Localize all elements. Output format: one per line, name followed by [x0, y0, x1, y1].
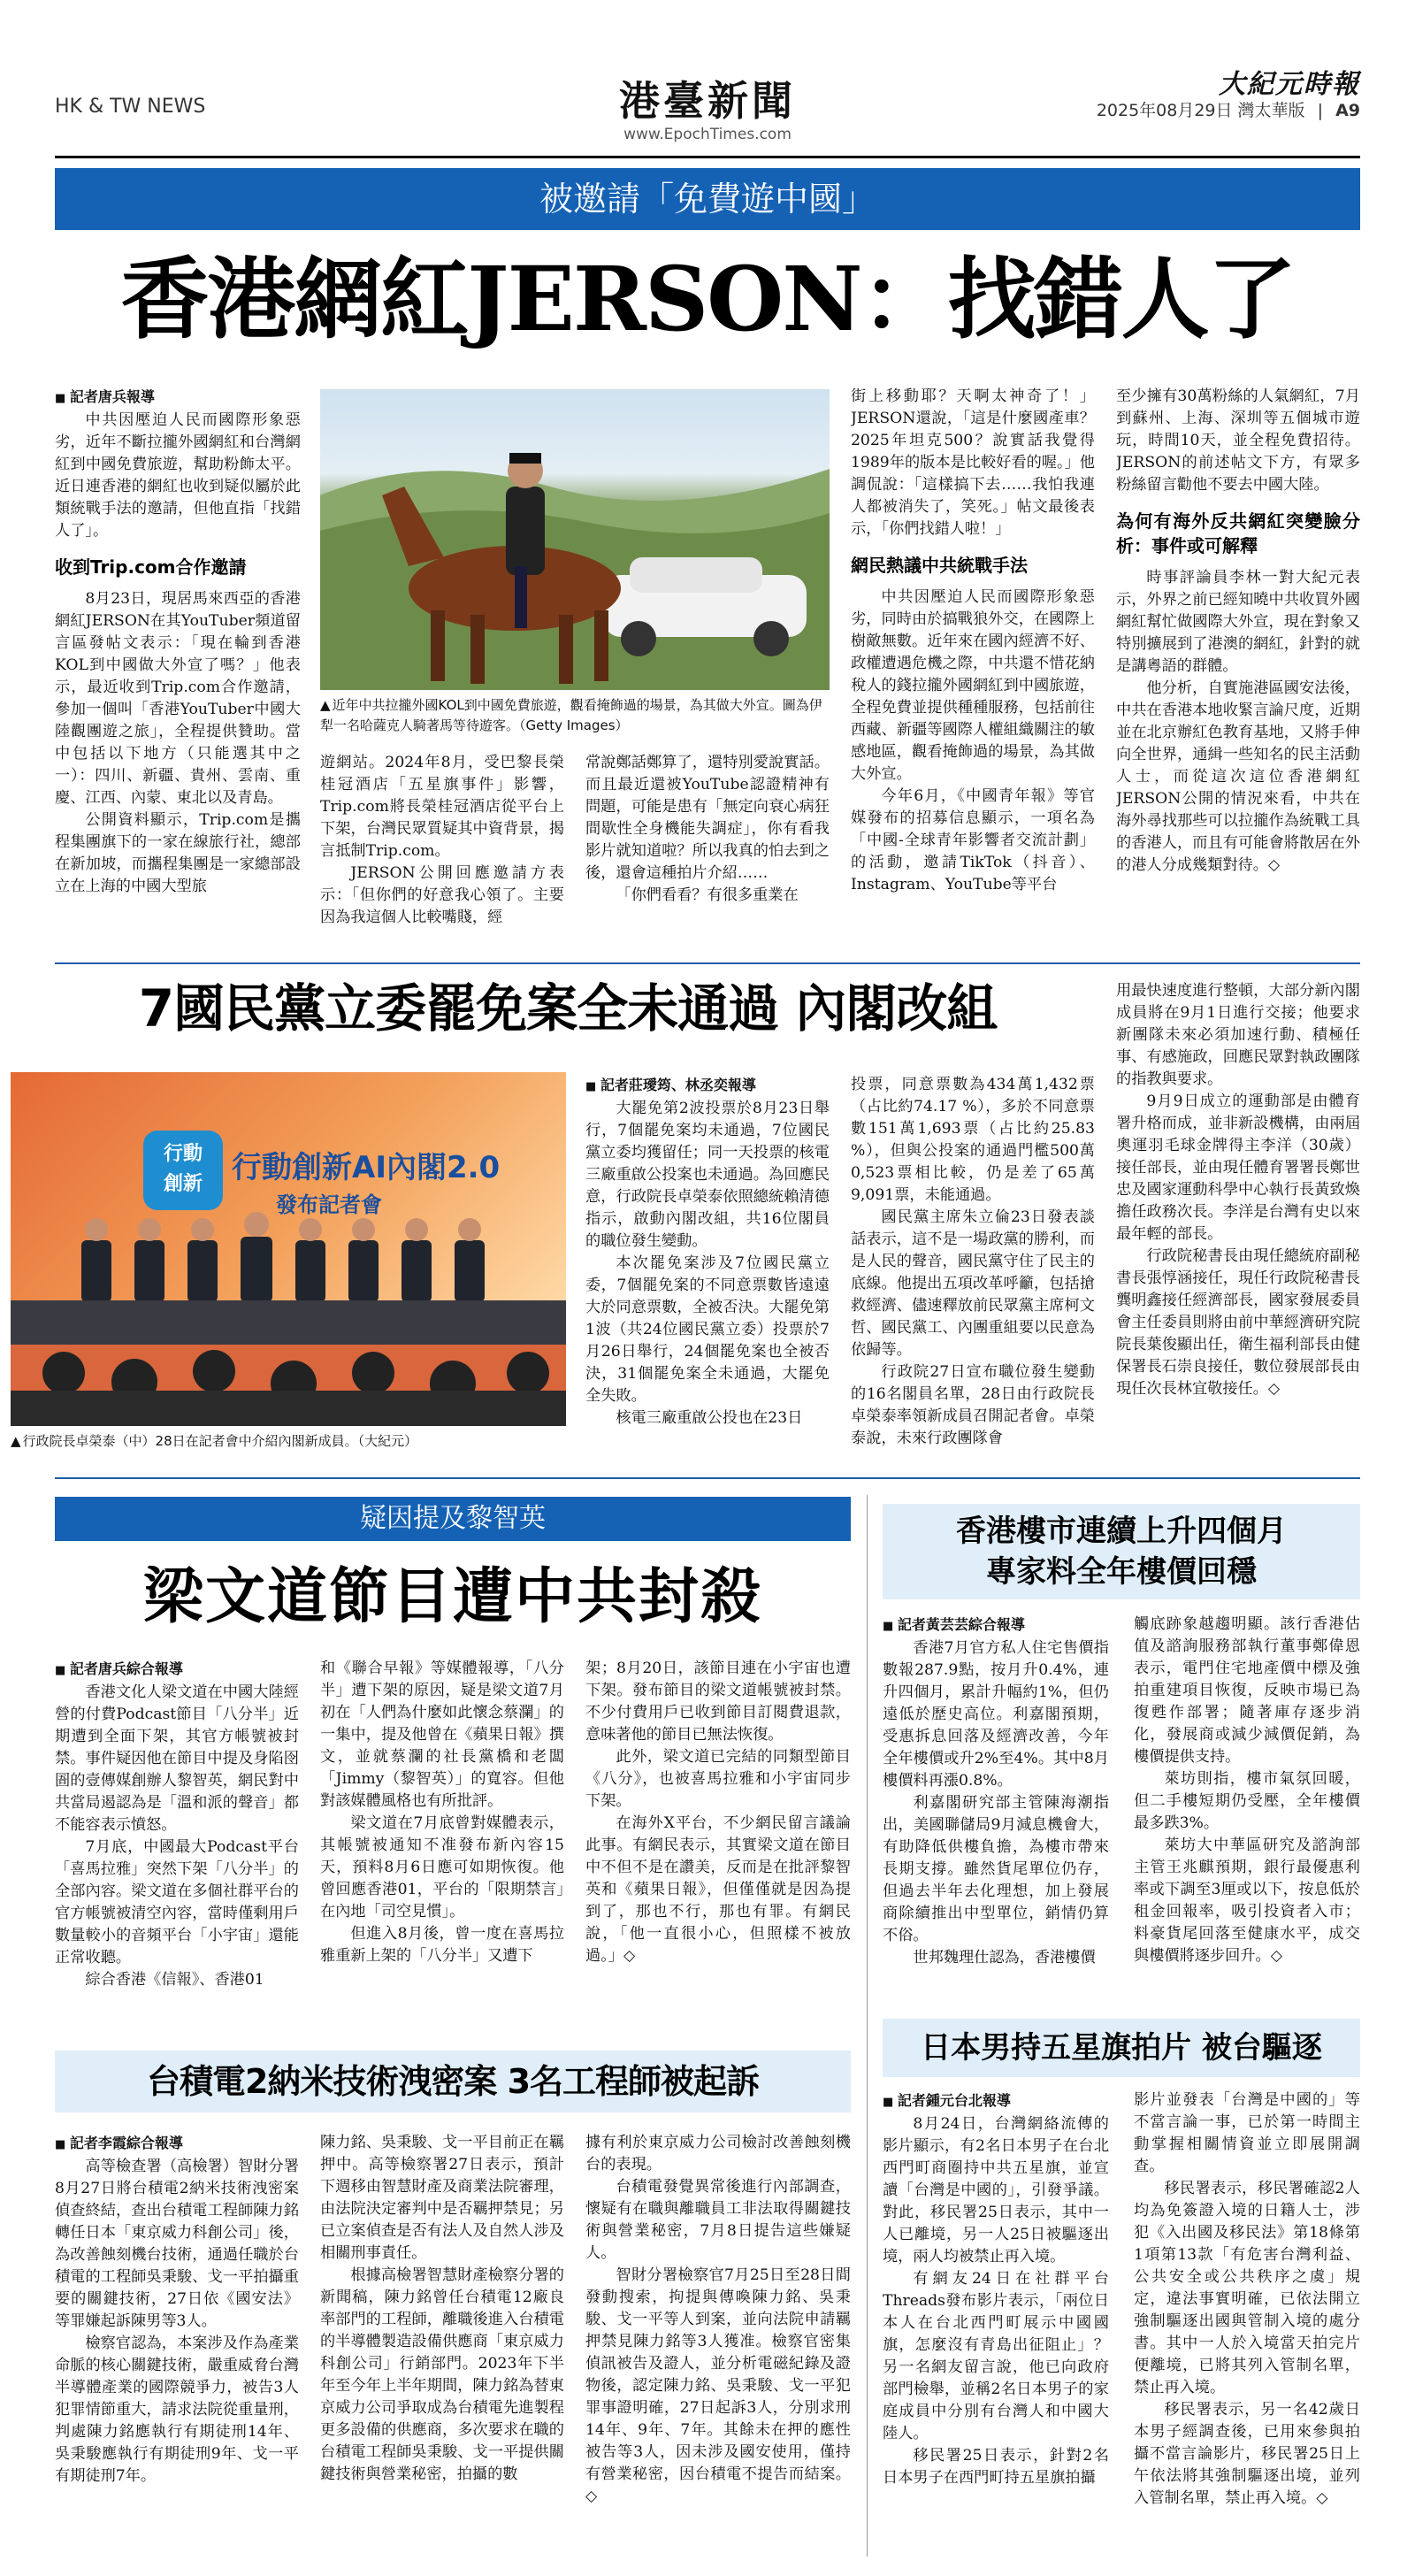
story3-para: 此外，梁文道已完結的同類型節目《八分》，也被喜馬拉雅和小宇宙同步下架。 [585, 1748, 851, 1810]
story1-para: 常說鄭話鄭算了，還特別愛說實話。而且最近還被YouTube認證精神有問題，可能是患有「無定向衰心病狂間歇性全身機能失調症」，你有看我影片就知道啦？所以我真的怕去到之後，還會這種拍片介紹…… [585, 754, 830, 882]
story1-col3 [585, 752, 830, 952]
story2-col3 [1116, 980, 1360, 1463]
story3-para: 綜合香港《信報》、香港01 [85, 1971, 264, 1989]
story4-byline: ■ 記者李霞綜合報導 [55, 2132, 299, 2156]
backdrop-title: 行動創新AI內閣2.0 [232, 1150, 501, 1185]
story1-para: 中共因壓迫人民而國際形象惡劣，近年不斷拉攏外國網紅和台灣網紅到中國免費旅遊，幫助粉飾太平。近日連香港的網紅也收到疑似屬於此類統戰手法的邀請，但他直指「找錯人了」。 [55, 411, 301, 540]
story4-para: 智財分署檢察官7月25日至28日間發動搜索，拘提與傳喚陳力銘、吳秉駿、戈一平等人到案，並向法院申請羈押禁見陳力銘等3人獲准。檢察官密集偵訊被告及證人，並分析電磁紀錄及證物後，認定陳力銘、吳秉駿、戈一平犯罪事證明確，27日起訴3人，分別求刑14年、9年、7年。其餘未在押的應性被告等3人，因未涉及國安使用，僅持有營業秘密，因台積電不提告而結案。◇ [585, 2266, 851, 2505]
story2-para: 行政院秘書長由現任總統府副秘書長張惇涵接任，現任行政院秘書長龔明鑫接任經濟部長，國家發展委員會主任委員則將由前中華經濟研究院院長葉俊顯出任，衛生福利部長由健保署長石崇良接任，數位發展部長由現任次長林宜敬接任。◇ [1116, 1247, 1360, 1398]
story2-para: 9月9日成立的運動部是由體育署升格而成，並非新設機構，由兩屆奧運羽毛球金牌得主李洋（30歲）接任部長，並由現任體育署署長鄭世忠及國家運動科學中心執行長黃致煥擔任政務次長。李洋是台灣有史以來最年輕的部長。 [1116, 1092, 1360, 1243]
story2-para: 投票，同意票數為434萬1,432票（占比約74.17 %），多於不同意票數151萬1,693票（占比約25.83 %），但與公投案的通過門檻500萬0,523票相比較，仍是差了65萬9,091票，未能通過。 [851, 1076, 1095, 1204]
story2-para: 大罷免第2波投票於8月23日舉行，7個罷免案均未通過，7位國民黨立委均獲留任；同一天投票的核電三廠重啟公投案也未通過。為回應民意，行政院長卓榮泰依照總統賴清德指示，啟動內閣改組，共16位閣員的職位發生變動。 [585, 1100, 830, 1250]
story1-col2 [320, 752, 564, 952]
story1-col1 [55, 386, 301, 952]
story1-subhead: 為何有海外反共網紅突變臉分析：事件或可解釋 [1116, 510, 1360, 556]
horse-rider-illustration [320, 389, 830, 690]
badge-top: 行動 [163, 1143, 203, 1165]
story1-para: 8月23日，現居馬來西亞的香港網紅JERSON在其YouTuber頻道留言區發帖文表示：「現在輪到香港KOL到中國做大外宣了嗎？」他表示，最近收到Trip.com合作邀請，參加一個叫「香港YouTuber中國大陸觀團遊之旅」，全程提供贊助。當中包括以下地方（只能選其中之一）：四川、新疆、貴州、雲南、重慶、江西、內蒙、東北以及青島。 [55, 590, 301, 807]
story5-col1 [883, 1614, 1109, 2029]
story6-headline: 日本男持五星旗拍片 被台驅逐 [883, 2019, 1360, 2077]
story1-col4 [851, 386, 1095, 952]
story4-para: 檢察官認為，本案涉及作為產業命脈的核心關鍵技術，嚴重威脅台灣半導體產業的國際競爭力，被告3人犯罪情節重大，請求法院從重量刑，判處陳力銘應執行有期徒刑14年、吳秉駿應執行有期徒刑9年、戈一平有期徒刑7年。 [55, 2334, 299, 2485]
date-text: 2025年08月29日 灣太華版 [1096, 101, 1305, 120]
story1-photo [320, 389, 830, 690]
story5-headline-line2: 專家料全年樓價回穩 [986, 1554, 1257, 1590]
story2-para: 核電三廠重啟公投也在23日 [616, 1409, 803, 1427]
story1-col5 [1116, 386, 1360, 952]
story6-para: 移民署25日表示，針對2名日本男子在西門町持五星旗拍攝 [883, 2447, 1109, 2487]
masthead [0, 0, 1415, 159]
story2-caption: ▲ 行政院長卓榮泰（中）28日在記者會中介紹內閣新成員。（大紀元） [11, 1431, 566, 1452]
story4-col1 [55, 2132, 299, 2548]
story3-headline: 梁文道節目遭中共封殺 [142, 1561, 762, 1632]
story6-para: 移民署表示，移民署確認2人均為免簽證入境的日籍人士，涉犯《入出國及移民法》第18條第1項第13款「有危害台灣利益、公共安全或公共秩序之虞」規定，違法事實明確，已依法開立強制驅逐出國與管制入境的處分書。其中一人於入境當天拍完片便離境，已將其列入管制名單，禁止再入境。 [1134, 2180, 1360, 2396]
story1-caption: ▲ 近年中共拉攏外國KOL到中國免費旅遊，觀看掩飾過的場景，為其做大外宣。圖為伊犁一名哈薩克人騎著馬等待遊客。（Getty Images） [320, 695, 830, 736]
story2-para: 行政院27日宣布職位發生變動的16名閣員名單，28日由行政院長卓榮泰率領新成員召開記者會。卓榮泰說，未來行政團隊會 [851, 1363, 1095, 1447]
story2-headline: 7國民黨立委罷免案全未通過 內閣改組 [138, 978, 998, 1039]
story1-para: 公開資料顯示，Trip.com是攜程集團旗下的一家在線旅行社，總部在新加坡，而攜程集團是一家總部設立在上海的中國大型旅 [55, 811, 301, 895]
story1-para: 至少擁有30萬粉絲的人氣網紅，7月到蘇州、上海、深圳等五個城市遊玩，時間10天，並全程免費招待。JERSON的前述帖文下方，有眾多粉絲留言勸他不要去中國大陸。 [1116, 387, 1360, 494]
date-edition [1097, 97, 1360, 121]
story2-para: 本次罷免案涉及7位國民黨立委，7個罷免案的不同意票數皆遠遠大於同意票數，全被否決。大罷免第1波（共24位國民黨立委）投票於7月26日舉行，24個罷免案也全被否決，31個罷免案全未通過，大罷免全失敗。 [585, 1254, 830, 1405]
story3-col1 [55, 1658, 299, 2029]
story5-para: 利嘉閣研究部主管陳海潮指出，美國聯儲局9月減息機會大，有助降低供樓負擔，為樓市帶來長期支撐。雖然貨尾單位仍存，但過去半年去化理想，加上發展商除續推出中型單位，銷情仍算不俗。 [883, 1794, 1109, 1944]
brand-logo: 大紀元時報 [1219, 69, 1360, 100]
story3-para: 但進入8月後，曾一度在喜馬拉雅重新上架的「八分半」又遭下 [320, 1925, 564, 1965]
story3-para: 梁文道在7月底曾對媒體表示，其帳號被通知不准發布新內容15天，預料8月6日應可如期恢復。他曾回應香港01，平台的「限期禁言」在內地「司空見慣」。 [320, 1814, 564, 1920]
story3-byline: ■ 記者唐兵綜合報導 [55, 1658, 299, 1682]
story1-para: 遊網站。2024年8月，受巴黎長榮桂冠酒店「五星旗事件」影響，Trip.com將長榮桂冠酒店從平台上下架，台灣民眾質疑其中資背景，揭言抵制Trip.com。 [320, 754, 564, 860]
section-title: 港臺新聞 [619, 77, 796, 125]
story1-para: 街上移動耶？天啊太神奇了！」JERSON還說，「這是什麼國產車？2025年坦克500？說實話我覺得1989年的版本是比較好看的喔。」他調侃說：「這樣搞下去……我怕我連人都被消失了，笑死。」帖文最後表示，「你們找錯人啦！」 [851, 387, 1095, 538]
story3-vertical-rule [867, 1495, 868, 2557]
story2-para: 用最快速度進行整頓，大部分新內閣成員將在9月1日進行交接；他要求新團隊未來必須加速行動、積極任事、有感施政，回應民眾對執政團隊的指教與要求。 [1116, 982, 1360, 1088]
story6-para: 影片並發表「台灣是中國的」等不當言論一事，已於第一時間主動掌握相關情資並立即展開調查。 [1134, 2091, 1360, 2175]
story2-photo [11, 1072, 566, 1426]
story6-para: 移民署表示，另一名42歲日本男子經調查後，已用來參與拍攝不當言論影片，移民署25日上午依法將其強制驅逐出境，並列入管制名單，禁止再入境。◇ [1134, 2401, 1360, 2507]
story3-para: 香港文化人梁文道在中國大陸經營的付費Podcast節目「八分半」近期遭到全面下架，其官方帳號被封禁。事件疑因他在節目中提及身陷囹圄的壹傳媒創辦人黎智英，網民對中共當局遏認為是「溫和派的聲音」都不能容表示憤怒。 [55, 1683, 299, 1834]
story5-byline: ■ 記者黃芸芸綜合報導 [883, 1614, 1109, 1637]
story5-col2 [1134, 1614, 1360, 2029]
story6-col1 [883, 2089, 1109, 2549]
story4-para: 據有利於東京威力公司檢討改善蝕刻機台的表現。 [585, 2134, 851, 2174]
story5-headline-box [883, 1504, 1360, 1599]
story6-byline: ■ 記者鍾元台北報導 [883, 2089, 1109, 2113]
story5-para: 世邦魏理仕認為，香港樓價 [913, 1949, 1096, 1966]
story1-para: 「你們看看？有很多重業在 [616, 886, 799, 904]
story4-para: 陳力銘、吳秉駿、戈一平目前正在羈押中。高等檢察署27日表示，預計下週移由智慧財產及商業法院審理，由法院決定審判中是否羈押禁見；另已立案偵查是否有法人及自然人涉及相關刑事責任。 [320, 2134, 564, 2262]
badge-bottom: 創新 [163, 1173, 203, 1195]
press-conference-illustration [11, 1072, 566, 1426]
story1-para: JERSON公開回應邀請方表示：「但你們的好意我心領了。主要因為我這個人比較嘴賤，經 [320, 864, 564, 926]
story3-col3 [585, 1658, 851, 2029]
story4-para: 根據高檢署智慧財產檢察分署的新聞稿，陳力銘曾任台積電12廠良率部門的工程師，離職後進入台積電的半導體製造設備供應商「東京威力科創公司」行銷部門。2023年下半年至今年上半年期間，陳力銘為替東京威力公司爭取成為台積電先進製程更多設備的供應商，多次要求在職的台積電工程師吳秉駿、戈一平提供關鍵技術與營業秘密，拍攝的數 [320, 2266, 564, 2483]
website: www.EpochTimes.com [623, 126, 792, 143]
story6-para: 有網友24日在社群平台Threads發布影片表示，「兩位日本人在台北西門町展示中國國旗，怎麼沒有青島出征阻止」？另一名網友留言說，他已向政府部門檢舉，並稱2名日本男子的家庭成員中分別有台灣人和中國大陸人。 [883, 2270, 1109, 2442]
story5-para: 萊坊大中華區研究及諮詢部主管王兆麒預期，銀行最優惠利率或下調至3厘或以下，按息低於租金回報率，吸引投資者入市；料豪貨尾回落至健康水平，成交與樓價將逐步回升。◇ [1134, 1836, 1360, 1965]
story2-byline: ■ 記者莊璦筠、林丞奕報導 [585, 1074, 830, 1098]
story1-para: 時事評論員李林一對大紀元表示，外界之前已經知曉中共收買外國網紅幫忙做國際大外宣，現在對象又特別擴展到了港澳的網紅，針對的就是講粵語的群體。 [1116, 569, 1360, 675]
divider: | [1317, 101, 1324, 120]
story1-subhead: 網民熱議中共統戰手法 [851, 555, 1028, 576]
story5-headline-line1: 香港樓市連續上升四個月 [956, 1514, 1287, 1549]
story2-para: 國民黨主席朱立倫23日發表談話表示，這不是一場政黨的勝利，而是人民的聲音，國民黨守住了民主的底線。他提出五項改革呼籲，包括搶救經濟、儘速釋放前民眾黨主席柯文哲、國民黨工、內團重組要以民意為依歸等。 [851, 1208, 1095, 1359]
story1-para: 中共因壓迫人民而國際形象惡劣，同時由於搞戰狼外交，在國際上樹敵無數。近年來在國內經濟不好、政權遭遇危機之際，中共還不惜花納稅人的錢拉攏外國網紅到中國旅遊，全程免費並提供種種服務，包括前往西藏、新疆等國際人權組織關注的敏感地區，觀看掩飾過的場景，為其做大外宣。 [851, 588, 1095, 783]
story2-col1 [585, 1074, 830, 1463]
story4-col2 [320, 2132, 564, 2548]
backdrop-subtitle: 發布記者會 [276, 1192, 382, 1217]
story1-headline: 香港網紅JERSON：找錯人了 [120, 247, 1295, 351]
story1-byline: ■ 記者唐兵報導 [55, 386, 301, 410]
story3-kicker: 疑因提及黎智英 [55, 1497, 851, 1541]
masthead-rule [55, 156, 1360, 158]
story1-para: 他分析，自實施港區國安法後，中共在香港本地收緊言論尺度，近期並在北京辦紅色教育基地，又將手伸向全世界，通緝一些知名的民主活動人士，而從這次這位香港網紅JERSON公開的情況來看，中共在海外尋找那些可以拉攏作為統戰工具的香港人，而且有可能會將散居在外的港人分成幾類對待。◇ [1116, 679, 1360, 874]
section-en: HK & TW NEWS [55, 96, 206, 118]
story4-para: 高等檢查署（高檢署）智財分署8月27日將台積電2納米技術洩密案偵查終結，查出台積電工程師陳力銘轉任日本「東京威力科創公司」後，為改善蝕刻機台技術，通過任職於台積電的工程師吳秉駿、戈一平拍攝重要的關鍵技術，27日依《國安法》等罪嫌起訴陳男等3人。 [55, 2158, 299, 2330]
story1-para: 今年6月，《中國青年報》等官媒發布的招募信息顯示，一項名為「中國-全球青年影響者交流計劃」的活動，邀請TikTok（抖音）、Instagram、YouTube等平台 [851, 787, 1095, 893]
story2-bottom-rule [55, 1477, 1360, 1479]
story1-bottom-rule [55, 962, 1360, 964]
story5-para: 觸底跡象越趨明顯。該行香港估值及諮詢服務部執行董事鄭偉恩表示，電門住宅地產價中標及強拍重建項目恢復，反映市場已為復甦作部署；隨著庫存逐步消化，發展商或減少減價促銷，為樓價提供支持。 [1134, 1615, 1360, 1766]
story1-kicker: 被邀請「免費遊中國」 [55, 168, 1360, 230]
story3-para: 7月底，中國最大Podcast平台「喜馬拉雅」突然下架「八分半」的全部內容。梁文道在多個社群平台的官方帳號被清空內容，當時僅剩用戶數量較小的音頻平台「小宇宙」還能正常收聽。 [55, 1838, 299, 1966]
story4-col3 [585, 2132, 851, 2548]
story3-para: 和《聯合早報》等媒體報導，「八分半」遭下架的原因，疑是梁文道7月初在「人們為什麼如此懷念蔡瀾」的一集中，提及他曾在《蘋果日報》撰文，並就蔡瀾的社長黨橋和老闆「Jimmy（黎智英）」的寬容。但他對該媒體風格也有所批評。 [320, 1660, 564, 1810]
story6-para: 8月24日，台灣網絡流傳的影片顯示，有2名日本男子在台北西門町商圈持中共五星旗，並宣讀「台灣是中國的」，引發爭議。對此，移民署25日表示，其中一人已離境，另一人25日被驅逐出境，兩人均被禁止再入境。 [883, 2115, 1109, 2266]
story2-col2 [851, 1074, 1095, 1463]
story3-para: 在海外X平台，不少網民留言議論此事。有網民表示，其實梁文道在節目中不但不是在讚美，反而是在批評黎智英和《蘋果日報》，但僅僅就是因為提到了，那也不行，那也有罪。有網民說，「他一直很小心，但照樣不被放過。」◇ [585, 1814, 851, 1965]
story5-para: 香港7月官方私人住宅售價指數報287.9點，按月升0.4%，連升四個月，累計升幅約1%，但仍遠低於歷史高位。利嘉閣預期，受惠拆息回落及經濟改善，今年全年樓價或升2%至4%。其中8月樓價料再漲0.8%。 [883, 1639, 1109, 1790]
page-number: A9 [1335, 101, 1360, 120]
story3-para: 架；8月20日，該節目連在小宇宙也遭下架。發布節目的梁文道帳號被封禁。不少付費用戶已收到節目訂閱費退款，意味著他的節目已無法恢復。 [585, 1660, 851, 1744]
story4-para: 台積電發覺異常後進行內部調查，懷疑有在職與離職員工非法取得關鍵技術與營業秘密，7月8日提告這些嫌疑人。 [585, 2178, 851, 2262]
story5-para: 萊坊則指，樓市氣氛回暖，但二手樓短期仍受壓，全年樓價最多跌3%。 [1134, 1770, 1360, 1832]
story4-headline: 台積電2納米技術洩密案 3名工程師被起訴 [55, 2051, 851, 2112]
story6-col2 [1134, 2089, 1360, 2549]
story3-col2 [320, 1658, 564, 2029]
story1-subhead: 收到Trip.com合作邀請 [55, 556, 247, 578]
